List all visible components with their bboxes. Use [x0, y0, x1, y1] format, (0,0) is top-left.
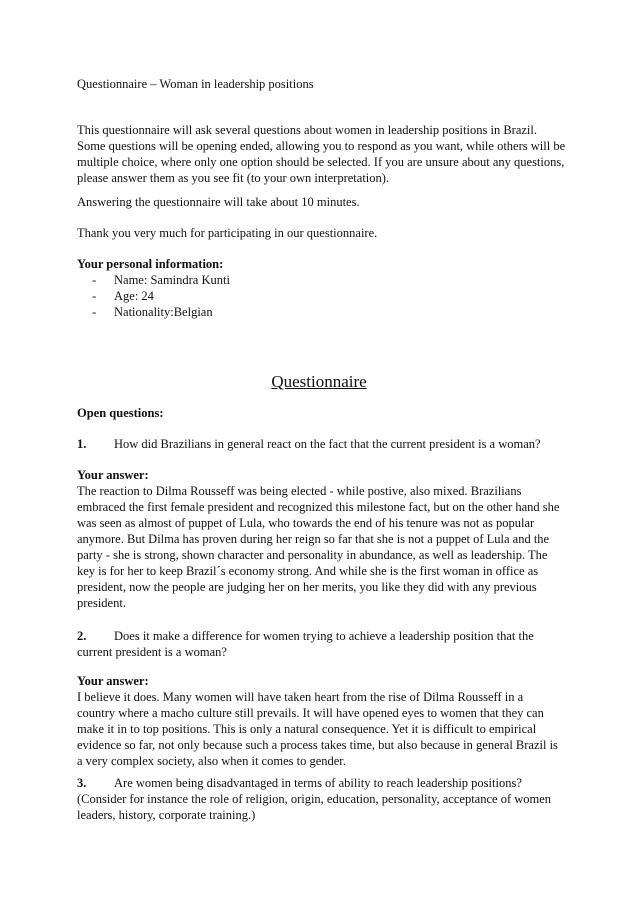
question-3 — [77, 775, 567, 823]
question-text: How did Brazilians in general react on the fact that the current president is a woman? — [114, 437, 541, 451]
document-header: Questionnaire – Woman in leadership positions — [77, 77, 314, 91]
open-questions-heading: Open questions: — [77, 406, 164, 420]
thanks-note: Thank you very much for participating in our questionnaire. — [77, 226, 378, 240]
question-text: Are women being disadvantaged in terms of ability to reach leadership positions? (Consider for instance the role of religion, origin, education, personality, acceptance of women leaders, history, corporate training.) — [77, 776, 552, 822]
personal-info-heading: Your personal information: — [77, 257, 224, 271]
list-item: - Name: Samindra Kunti — [92, 273, 230, 287]
duration-note: Answering the questionnaire will take about 10 minutes. — [77, 195, 360, 209]
answer-2: I believe it does. Many women will have taken heart from the rise of Dilma Rousseff in a country where a macho culture still prevails. It will have opened eyes to women that they can make it in to top positions. This is only a natural consequence. Yet it is difficult to empirical evidence so far, not only because such a process takes time, but also because in general Brazil is a very complex society, also when it comes to gender. — [77, 690, 558, 768]
personal-nationality: Nationality:Belgian — [114, 305, 213, 319]
intro-paragraph: This questionnaire will ask several questions about women in leadership positions in Brazil. Some questions will be opening ended, allowing you to respond as you want, while others will be multiple choice, where only one option should be selected. If you are unsure about any questions, please answer them as you see fit (to your own interpretation). — [77, 123, 566, 185]
question-2 — [77, 628, 567, 660]
question-number: 2. — [77, 629, 87, 643]
answer-1: The reaction to Dilma Rousseff was being elected - while postive, also mixed. Brazilians embraced the first female president and recognized this milestone fact, but on the other hand she was seen as almost of puppet of Lula, who towards the end of his tenure was not as popular anymore. But Dilma has proven during her reign so far that she is not a puppet of Lula and the party - she is strong, shown character and personality in abundance, as well as leadership. The key is for her to keep Brazil´s economy strong. And while she is the first woman in office as president, now the people are judging her on her merits, you like they did with any previous president. — [77, 484, 560, 610]
question-number: 3. — [77, 776, 87, 790]
question-text: Does it make a difference for women trying to achieve a leadership position that the current president is a woman? — [77, 629, 534, 659]
personal-age: Age: 24 — [114, 289, 154, 303]
answer-label-1: Your answer: — [77, 468, 149, 482]
personal-info-list — [92, 272, 230, 320]
answer-label-2: Your answer: — [77, 674, 149, 688]
list-item: - Age: 24 — [92, 289, 154, 303]
question-number: 1. — [77, 437, 87, 451]
list-item: - Nationality:Belgian — [92, 305, 213, 319]
personal-name: Name: Samindra Kunti — [114, 273, 230, 287]
question-1 — [77, 436, 567, 452]
section-title: Questionnaire — [271, 372, 367, 391]
